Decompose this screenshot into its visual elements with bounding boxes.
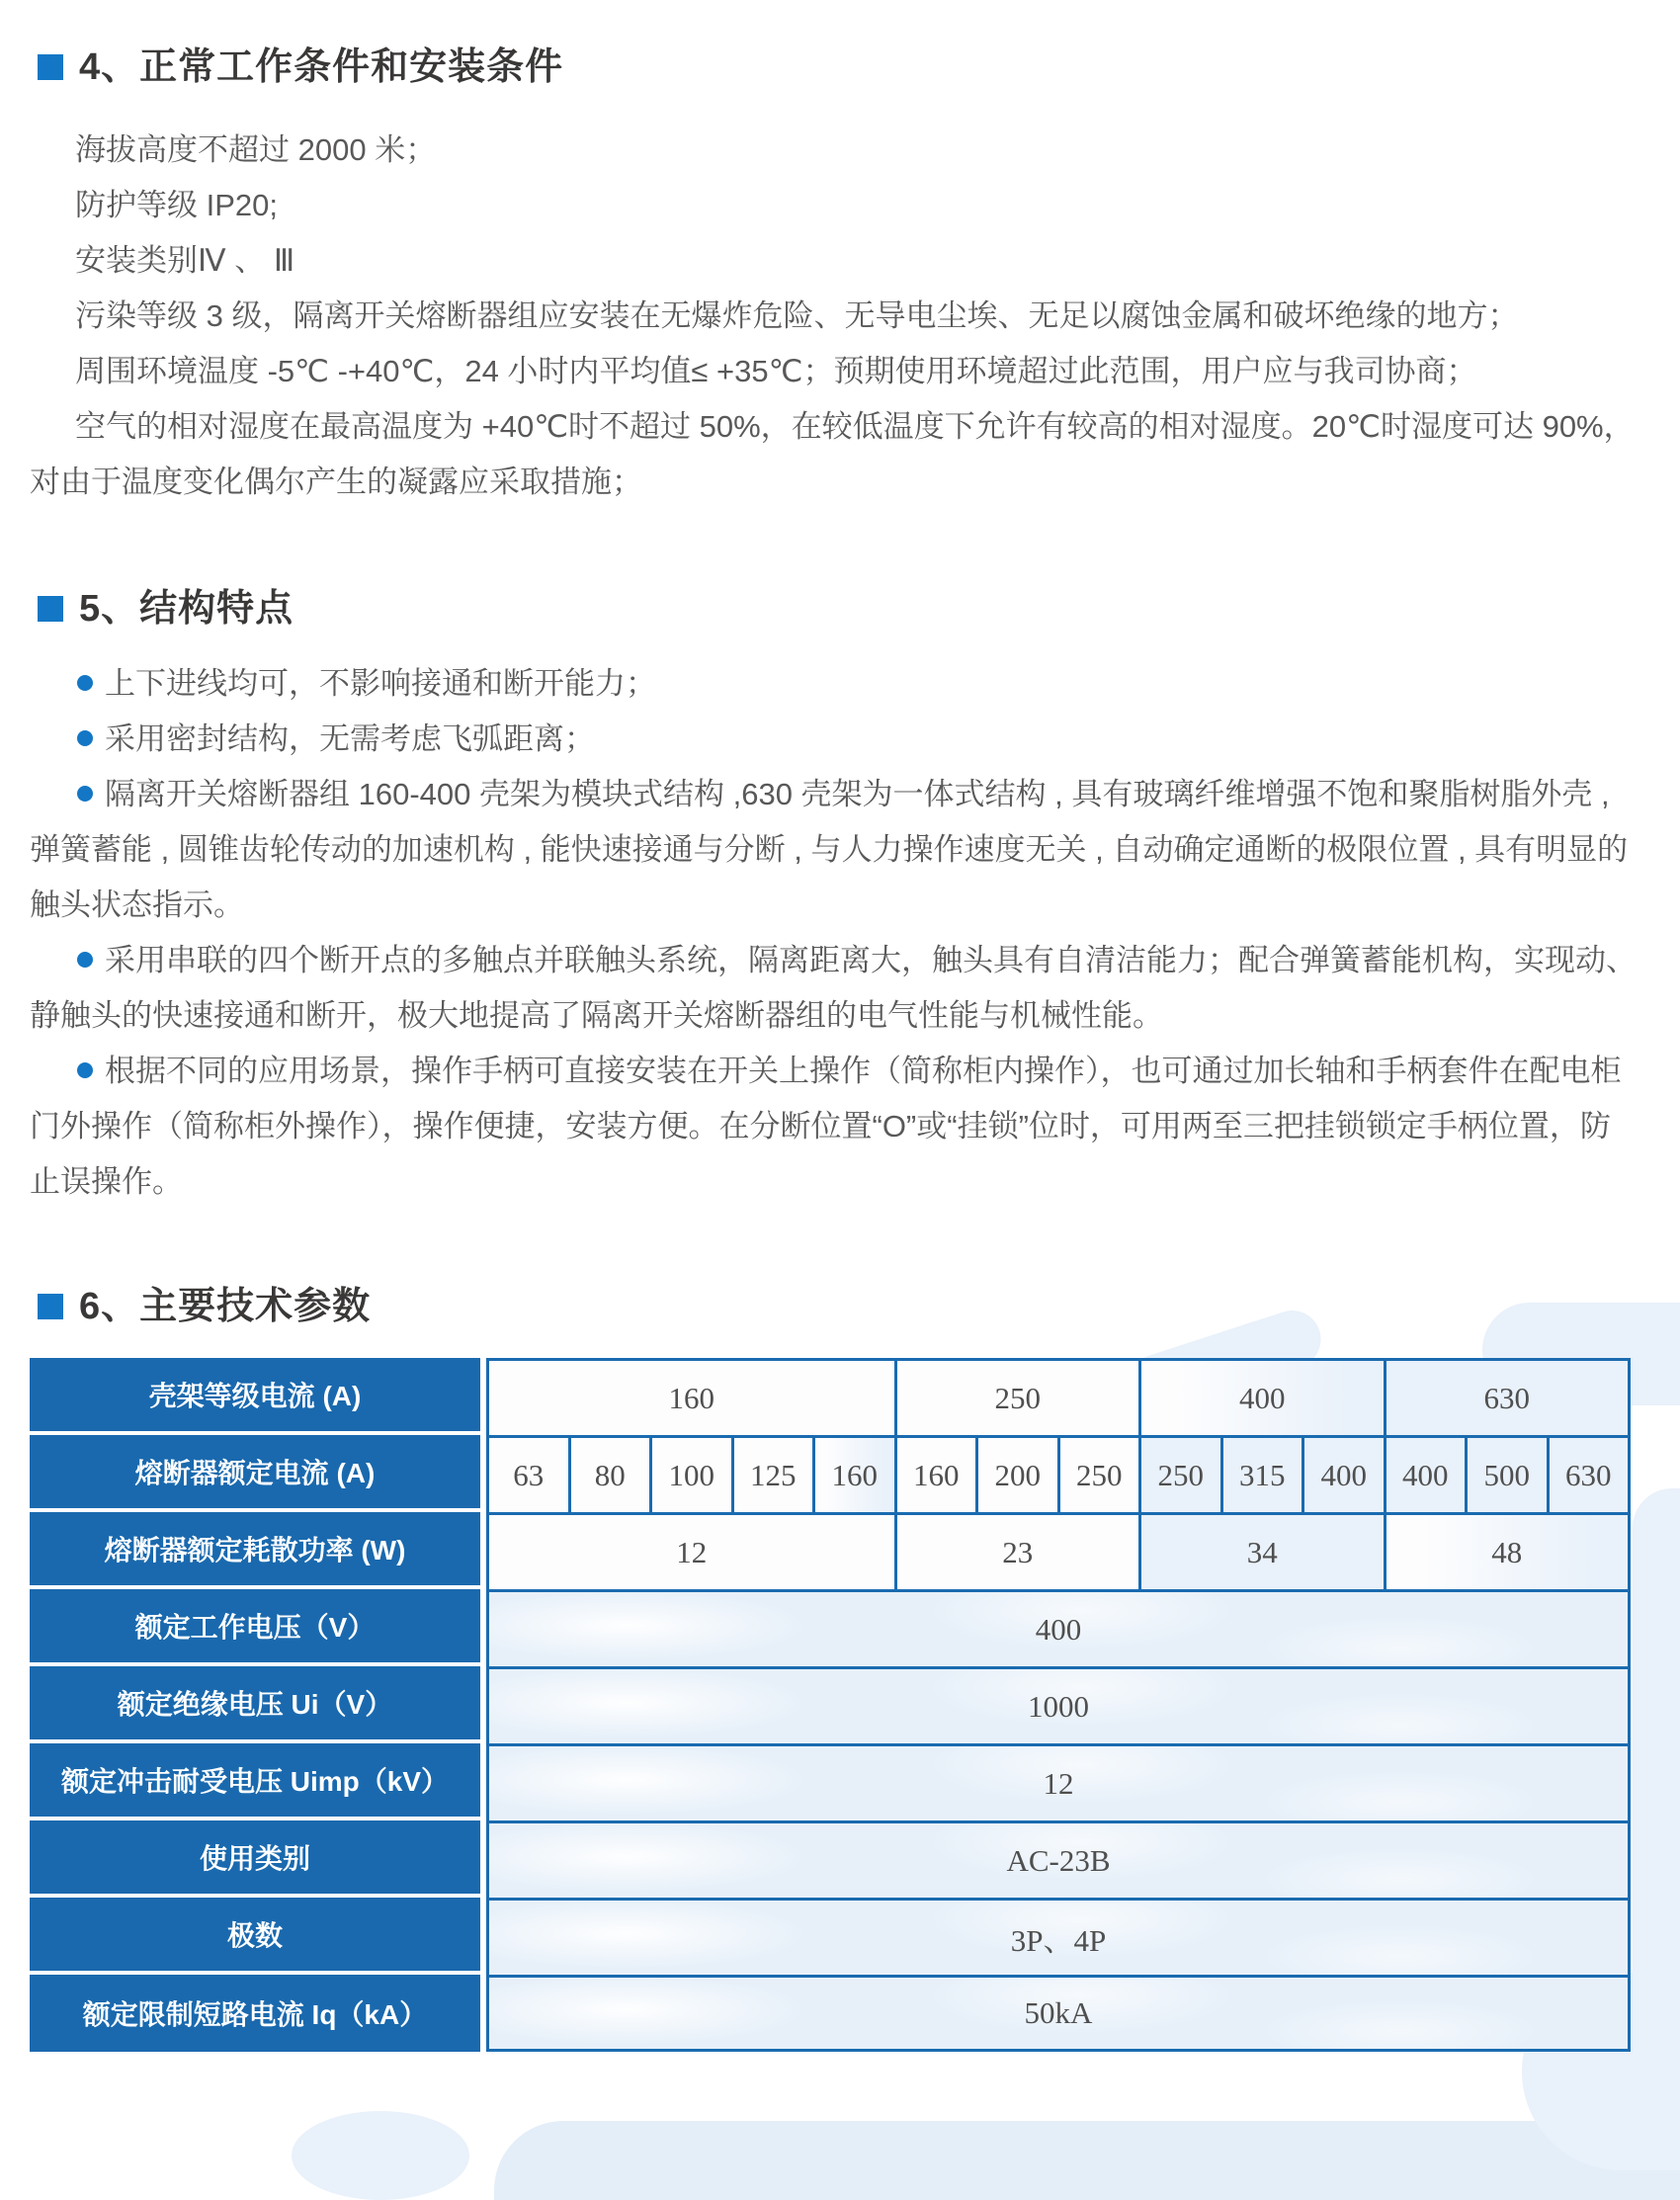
- bullet-text: 根据不同的应用场景，操作手柄可直接安装在开关上操作（简称柜内操作），也可通过加长轴和手柄套件在配电柜门外操作（简称柜外操作），操作便捷，安装方便。在分断位置“O”或“挂锁”位时，可用两至三把挂锁锁定手柄位置，防止误操作。: [30, 1054, 1622, 1199]
- bullet-text: 上下进线均可，不影响接通和断开能力；: [105, 666, 656, 701]
- bullet-item: [30, 767, 1640, 933]
- row-data: [486, 1589, 1631, 1666]
- bullet-item: [30, 1044, 1640, 1210]
- row-data: [486, 1898, 1631, 1975]
- cell-value: 400: [1304, 1438, 1384, 1512]
- paragraph: 安装类别Ⅳ 、 Ⅲ: [75, 243, 295, 278]
- bullet-text: 采用密封结构，无需考虑飞弧距离；: [105, 721, 595, 756]
- bullet-item: [30, 933, 1640, 1044]
- section-4-heading: [38, 45, 1640, 89]
- watermark-shape: [292, 2111, 469, 2200]
- cell-value: 400: [1386, 1438, 1466, 1512]
- row-label: 使用类别: [30, 1820, 480, 1898]
- row-data: [486, 1435, 1631, 1512]
- watermark-shape: [494, 2121, 1680, 2200]
- table-row: [30, 1898, 1631, 1975]
- bullet-dot-icon: [77, 730, 93, 746]
- cell-value: 200: [978, 1438, 1057, 1512]
- cell-value: 50kA: [489, 1978, 1628, 2049]
- cell-value: 80: [571, 1438, 650, 1512]
- cell-value: 12: [489, 1515, 894, 1589]
- cell-value: 400: [1141, 1361, 1384, 1435]
- row-data: [486, 1666, 1631, 1743]
- table-row: [30, 1435, 1631, 1512]
- table-row: [30, 1743, 1631, 1820]
- row-data: [486, 1820, 1631, 1898]
- cell-value: AC-23B: [489, 1823, 1628, 1898]
- row-label: 熔断器额定电流 (A): [30, 1435, 480, 1512]
- row-data: [486, 1512, 1631, 1589]
- cell-value: 63: [489, 1438, 568, 1512]
- paragraph: 防护等级 IP20;: [75, 188, 278, 222]
- bullet-text: 采用串联的四个断开点的多触点并联触头系统，隔离距离大，触头具有自清洁能力；配合弹簧蓄能机构，实现动、静触头的快速接通和断开，极大地提高了隔离开关熔断器组的电气性能与机械性能。: [30, 943, 1637, 1033]
- bullet-dot-icon: [77, 1062, 93, 1078]
- cell-value: 160: [815, 1438, 894, 1512]
- bullet-item: [30, 712, 1640, 767]
- bullet-dot-icon: [77, 786, 93, 802]
- row-label: 额定限制短路电流 Iq（kA）: [30, 1975, 480, 2052]
- cell-value: 160: [897, 1438, 976, 1512]
- section-5-title: 5、结构特点: [79, 588, 294, 630]
- bullet-dot-icon: [77, 675, 93, 691]
- section-5-heading: [38, 587, 1640, 631]
- cell-value: 250: [897, 1361, 1139, 1435]
- cell-value: 48: [1386, 1515, 1629, 1589]
- row-label: 壳架等级电流 (A): [30, 1358, 480, 1435]
- cell-value: 12: [489, 1746, 1628, 1820]
- bullet-item: [30, 656, 1640, 712]
- row-data: [486, 1975, 1631, 2052]
- cell-value: 23: [897, 1515, 1139, 1589]
- paragraph: 空气的相对湿度在最高温度为 +40℃时不超过 50%，在较低温度下允许有较高的相对湿度。20℃时湿度可达 90%，对由于温度变化偶尔产生的凝露应采取措施；: [30, 409, 1635, 499]
- paragraph: 污染等级 3 级，隔离开关熔断器组应安装在无爆炸危险、无导电尘埃、无足以腐蚀金属和破坏绝缘的地方；: [75, 298, 1519, 333]
- cell-value: 315: [1223, 1438, 1302, 1512]
- section-6-heading: [38, 1285, 1640, 1328]
- table-row: [30, 1358, 1631, 1435]
- row-data: [486, 1358, 1631, 1435]
- cell-value: 160: [489, 1361, 894, 1435]
- paragraph: 周围环境温度 -5℃ -+40℃，24 小时内平均值≤ +35℃；预期使用环境超过此范围，用户应与我司协商；: [75, 354, 1477, 388]
- table-row: [30, 1975, 1631, 2052]
- section-marker-square-icon: [38, 1294, 63, 1319]
- cell-value: 250: [1060, 1438, 1139, 1512]
- table-row: [30, 1589, 1631, 1666]
- row-label: 额定冲击耐受电压 Uimp（kV）: [30, 1743, 480, 1820]
- bullet-text: 隔离开关熔断器组 160-400 壳架为模块式结构 ,630 壳架为一体式结构 , 具有玻璃纤维增强不饱和聚脂树脂外壳 , 弹簧蓄能 , 圆锥齿轮传动的加速机构 , 能快速接通与分断 , 与人力操作速度无关 , 自动确定通断的极限位置 , 具有明显的触头状态指示。: [30, 777, 1629, 922]
- table-row: [30, 1820, 1631, 1898]
- cell-value: 630: [1550, 1438, 1629, 1512]
- section-5-body: [30, 656, 1640, 1210]
- cell-value: 630: [1386, 1361, 1629, 1435]
- cell-value: 500: [1468, 1438, 1547, 1512]
- row-label: 额定工作电压（V）: [30, 1589, 480, 1666]
- row-label: 极数: [30, 1898, 480, 1975]
- cell-value: 100: [652, 1438, 731, 1512]
- row-label: 熔断器额定耗散功率 (W): [30, 1512, 480, 1589]
- section-6-title: 6、主要技术参数: [79, 1286, 372, 1327]
- section-marker-square-icon: [38, 54, 63, 80]
- cell-value: 125: [734, 1438, 813, 1512]
- paragraph: 海拔高度不超过 2000 米；: [75, 132, 437, 167]
- section-4-body: [30, 123, 1640, 510]
- section-marker-square-icon: [38, 596, 63, 622]
- document-page: [0, 45, 1680, 2052]
- section-4-title: 4、正常工作条件和安装条件: [79, 46, 564, 88]
- table-row: [30, 1666, 1631, 1743]
- row-label: 额定绝缘电压 Ui（V）: [30, 1666, 480, 1743]
- bullet-dot-icon: [77, 952, 93, 968]
- cell-value: 34: [1141, 1515, 1384, 1589]
- row-data: [486, 1743, 1631, 1820]
- cell-value: 250: [1141, 1438, 1220, 1512]
- cell-value: 1000: [489, 1669, 1628, 1743]
- cell-value: 400: [489, 1592, 1628, 1666]
- table-row: [30, 1512, 1631, 1589]
- technical-parameters-table: [30, 1358, 1631, 2052]
- cell-value: 3P、4P: [489, 1901, 1628, 1975]
